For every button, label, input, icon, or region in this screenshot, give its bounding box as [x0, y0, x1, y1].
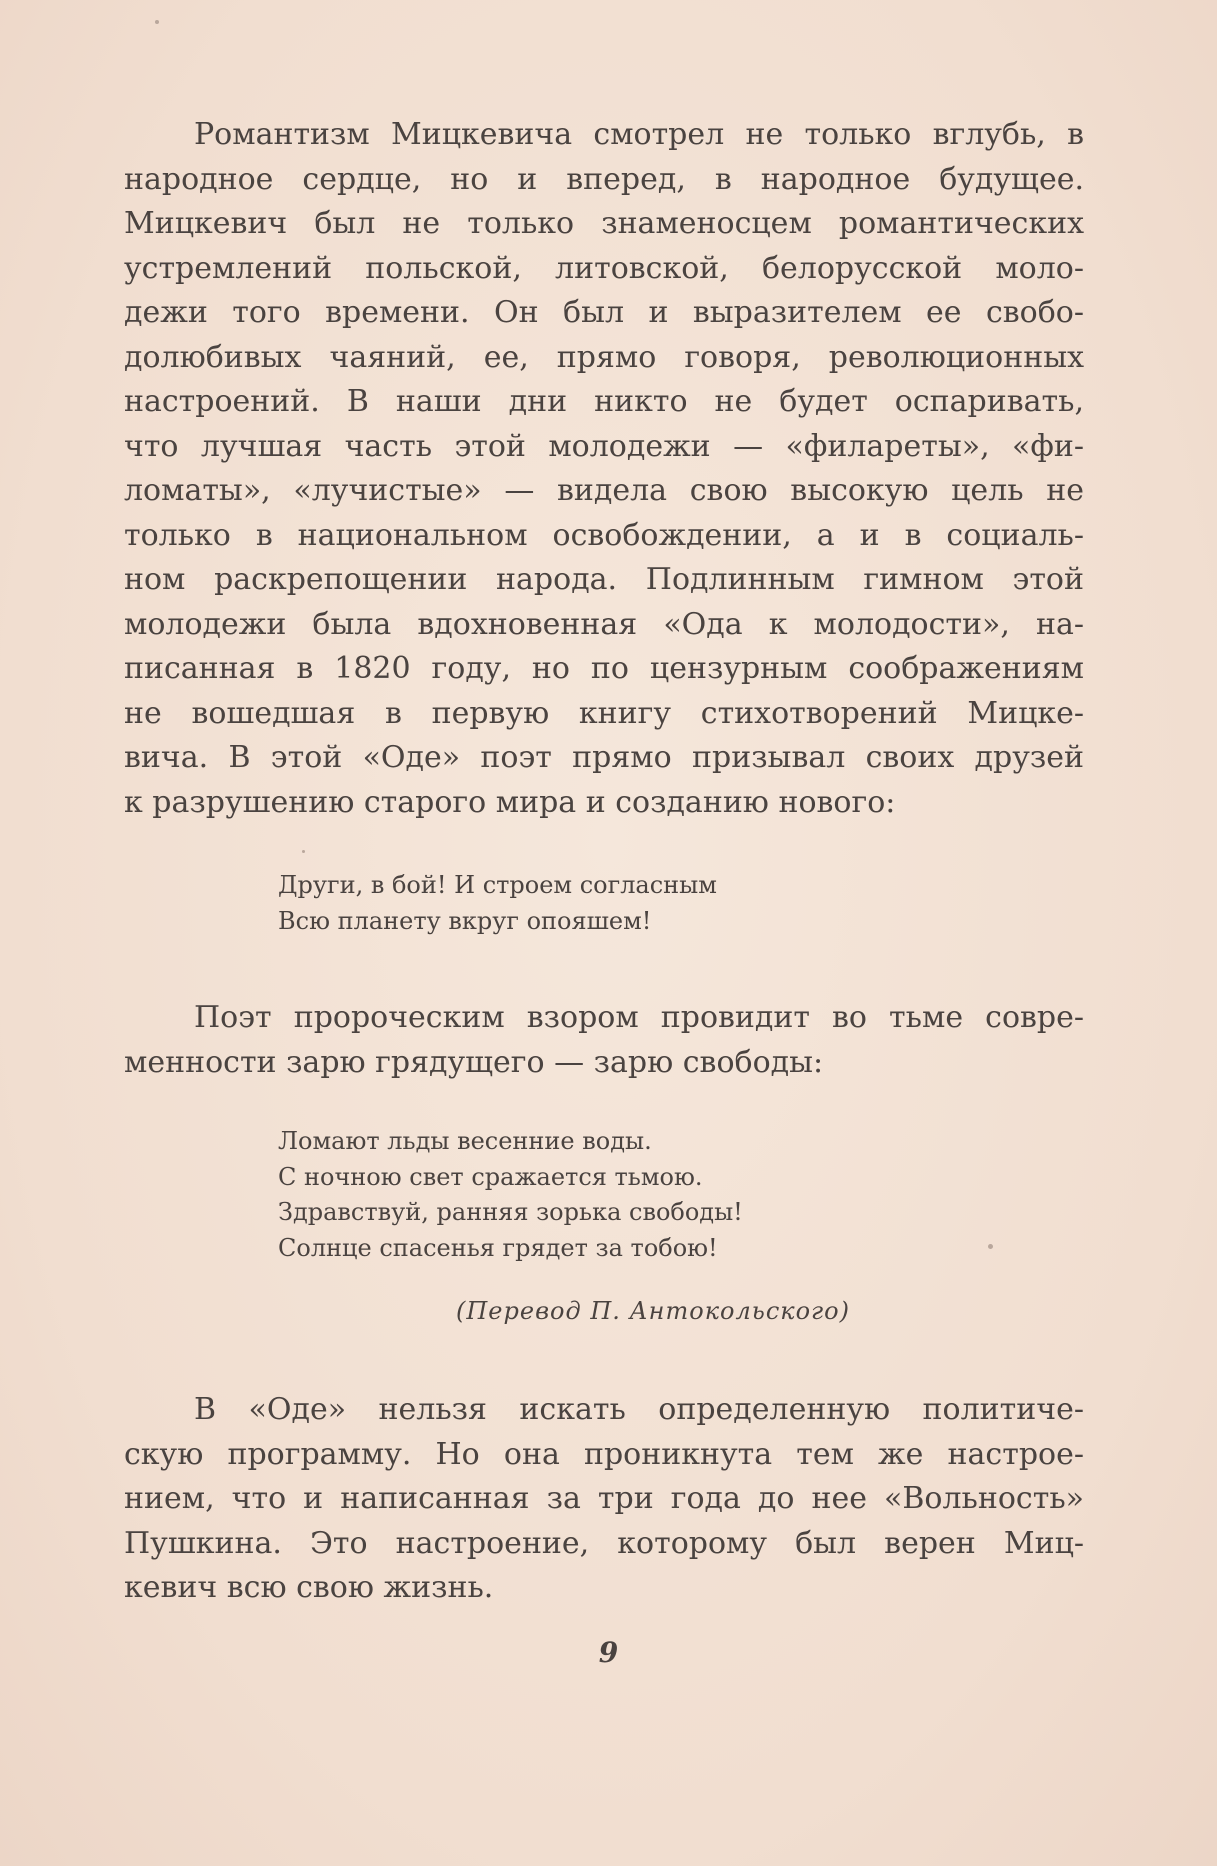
verse-line: Ломают льды весенние воды. — [278, 1127, 652, 1155]
text-line: писанная в 1820 году, но по цензурным соображениям — [124, 651, 1084, 686]
text-line: нием, что и написанная за три года до нее «Вольность» — [124, 1481, 1084, 1516]
paragraph-3 — [124, 1388, 1084, 1611]
text-line: что лучшая часть этой молодежи — «филареты», «фи- — [124, 428, 1084, 464]
translation-credit: (Перевод П. Антокольского) — [456, 1297, 850, 1325]
text-line: устремлений польской, литовской, белорусской моло- — [124, 250, 1084, 286]
text-line: ном раскрепощении народа. Подлинным гимном этой — [124, 562, 1084, 597]
text-line: Пушкина. Это настроение, которому был верен Миц- — [124, 1525, 1084, 1561]
text-line: настроений. В наши дни никто не будет оспаривать, — [124, 384, 1084, 419]
text-line: кевич всю свою жизнь. — [124, 1570, 494, 1605]
text-line: вича. В этой «Оде» поэт прямо призывал своих друзей — [124, 740, 1084, 775]
text-line: дежи того времени. Он был и выразителем ее свобо- — [124, 295, 1084, 330]
paragraph-1 — [124, 113, 1084, 825]
page-number: 9 — [598, 1636, 619, 1669]
verse-line: Солнце спасенья грядет за тобою! — [278, 1233, 718, 1262]
text-line: к разрушению старого мира и созданию нового: — [124, 784, 896, 820]
text-line: долюбивых чаяний, ее, прямо говоря, революционных — [124, 339, 1084, 375]
paper-speck — [988, 1244, 993, 1249]
verse-line: С ночною свет сражается тьмою. — [278, 1162, 703, 1191]
verse-line: Всю планету вкруг опояшем! — [278, 906, 652, 935]
text-line: молодежи была вдохновенная «Ода к молодости», на- — [124, 606, 1084, 642]
text-line: только в национальном освобождении, а и в социаль- — [124, 517, 1084, 553]
text-line: ломаты», «лучистые» — видела свою высокую цель не — [124, 473, 1084, 508]
text-line: Поэт пророческим взором провидит во тьме совре- — [194, 1000, 1084, 1035]
verse-1 — [278, 868, 978, 939]
text-line: народное сердце, но и вперед, в народное будущее. — [124, 161, 1084, 197]
paper-speck — [155, 20, 159, 24]
text-line: не вошедшая в первую книгу стихотворений Мицке- — [124, 695, 1084, 731]
verse-line: Здравствуй, ранняя зорька свободы! — [278, 1198, 743, 1226]
text-line: Романтизм Мицкевича смотрел не только вглубь, в — [194, 117, 1084, 152]
verse-line: Други, в бой! И строем согласным — [278, 871, 717, 899]
verse-2 — [278, 1124, 978, 1266]
paragraph-2 — [124, 996, 1084, 1085]
text-line: менности зарю грядущего — зарю свободы: — [124, 1044, 824, 1080]
text-line: Мицкевич был не только знаменосцем романтических — [124, 206, 1084, 241]
paper-speck — [302, 850, 305, 853]
text-line: В «Оде» нельзя искать определенную политиче- — [194, 1392, 1084, 1427]
text-line: скую программу. Но она проникнута тем же настрое- — [124, 1436, 1084, 1472]
